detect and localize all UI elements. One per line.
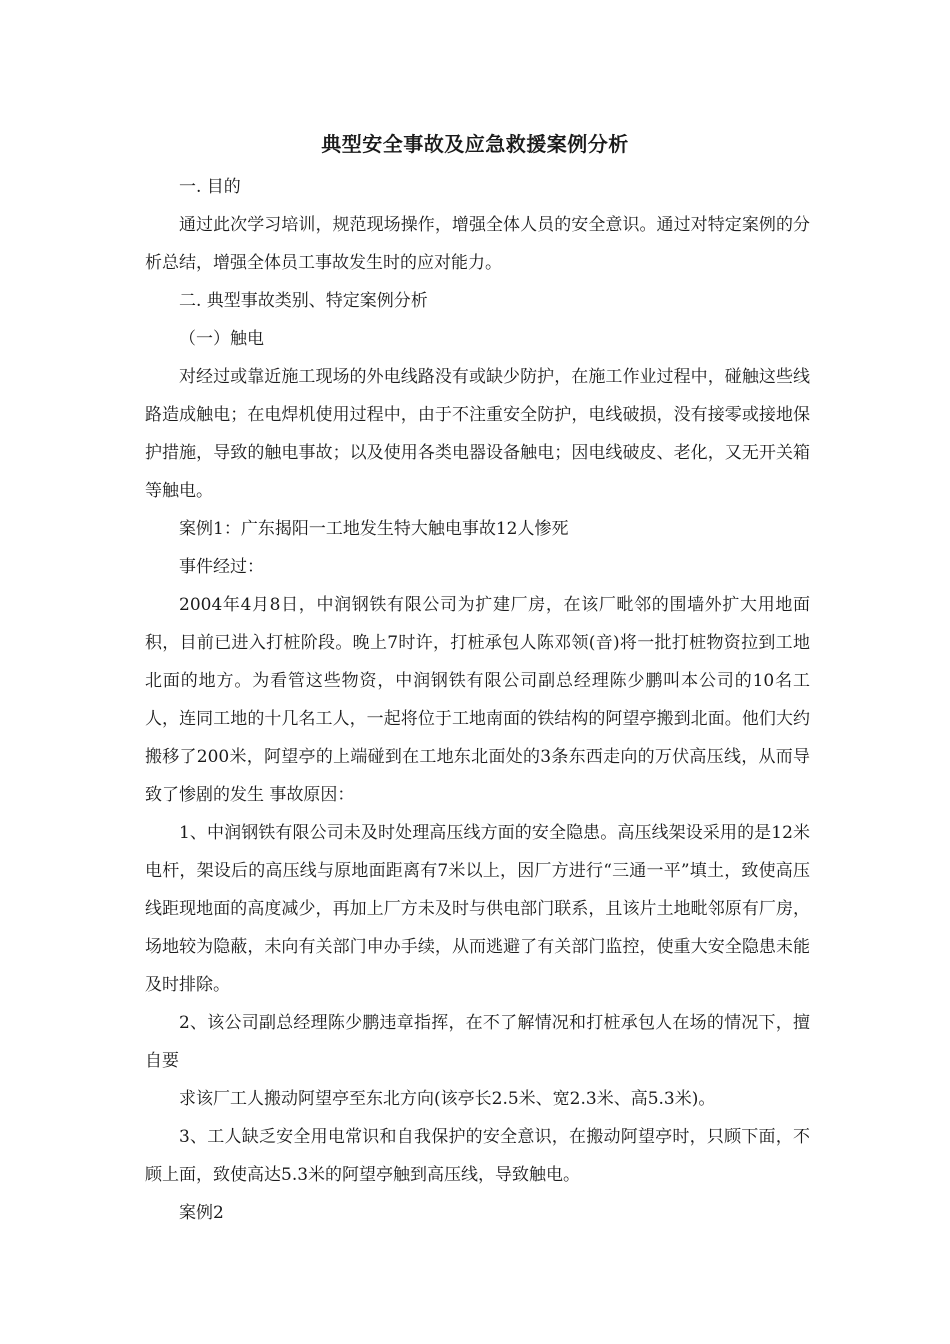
cause-3-paragraph: 3、工人缺乏安全用电常识和自我保护的安全意识，在搬动阿望亭时，只顾下面，不顾上面，致使高达5.3米的阿望亭触到高压线，导致触电。 [145,1127,810,1185]
document-body [145,168,810,1232]
document-title: 典型安全事故及应急救援案例分析 [321,132,629,156]
cause-1-paragraph: 1、中润钢铁有限公司未及时处理高压线方面的安全隐患。高压线架设采用的是12米电杆，架设后的高压线与原地面距离有7米以上，因厂方进行“三通一平”填土，致使高压线距现地面的高度减少，再加上厂方未及时与供电部门联系，且该片土地毗邻原有厂房，场地较为隐蔽，未向有关部门申办手续，从而逃避了有关部门监控，使重大安全隐患未能及时排除。 [145,823,810,995]
case-1-event-paragraph: 2004年4月8日，中润钢铁有限公司为扩建厂房，在该厂毗邻的围墙外扩大用地面积，目前已进入打桩阶段。晚上7时许，打桩承包人陈邓领(音)将一批打桩物资拉到工地北面的地方。为看管这些物资，中润钢铁有限公司副总经理陈少鹏叫本公司的10名工人，连同工地的十几名工人，一起将位于工地南面的铁结构的阿望亭搬到北面。他们大约搬移了200米，阿望亭的上端碰到在工地东北面处的3条东西走向的万伏高压线，从而导致了惨剧的发生 事故原因： [145,595,810,805]
paragraph-electric-shock: 对经过或靠近施工现场的外电线路没有或缺少防护，在施工作业过程中，碰触这些线路造成触电；在电焊机使用过程中，由于不注重安全防护，电线破损，没有接零或接地保护措施，导致的触电事故；以及使用各类电器设备触电；因电线破皮、老化，又无开关箱等触电。 [145,367,810,501]
subsection-heading-electric-shock: （一）触电 [179,329,264,349]
section-heading-purpose: 一. 目的 [179,177,241,197]
case-1-heading: 案例1：广东揭阳一工地发生特大触电事故12人惨死 [179,519,569,539]
case-2-heading: 案例2 [179,1203,224,1223]
paragraph-purpose: 通过此次学习培训，规范现场操作，增强全体人员的安全意识。通过对特定案例的分析总结，增强全体员工事故发生时的应对能力。 [145,215,810,273]
section-heading-analysis: 二. 典型事故类别、特定案例分析 [179,291,428,311]
cause-2-continuation: 求该厂工人搬动阿望亭至东北方向(该亭长2.5米、宽2.3米、高5.3米)。 [179,1089,716,1109]
case-1-event-label: 事件经过： [179,557,264,577]
cause-2-paragraph: 2、该公司副总经理陈少鹏违章指挥，在不了解情况和打桩承包人在场的情况下，擅自要 [145,1013,810,1071]
